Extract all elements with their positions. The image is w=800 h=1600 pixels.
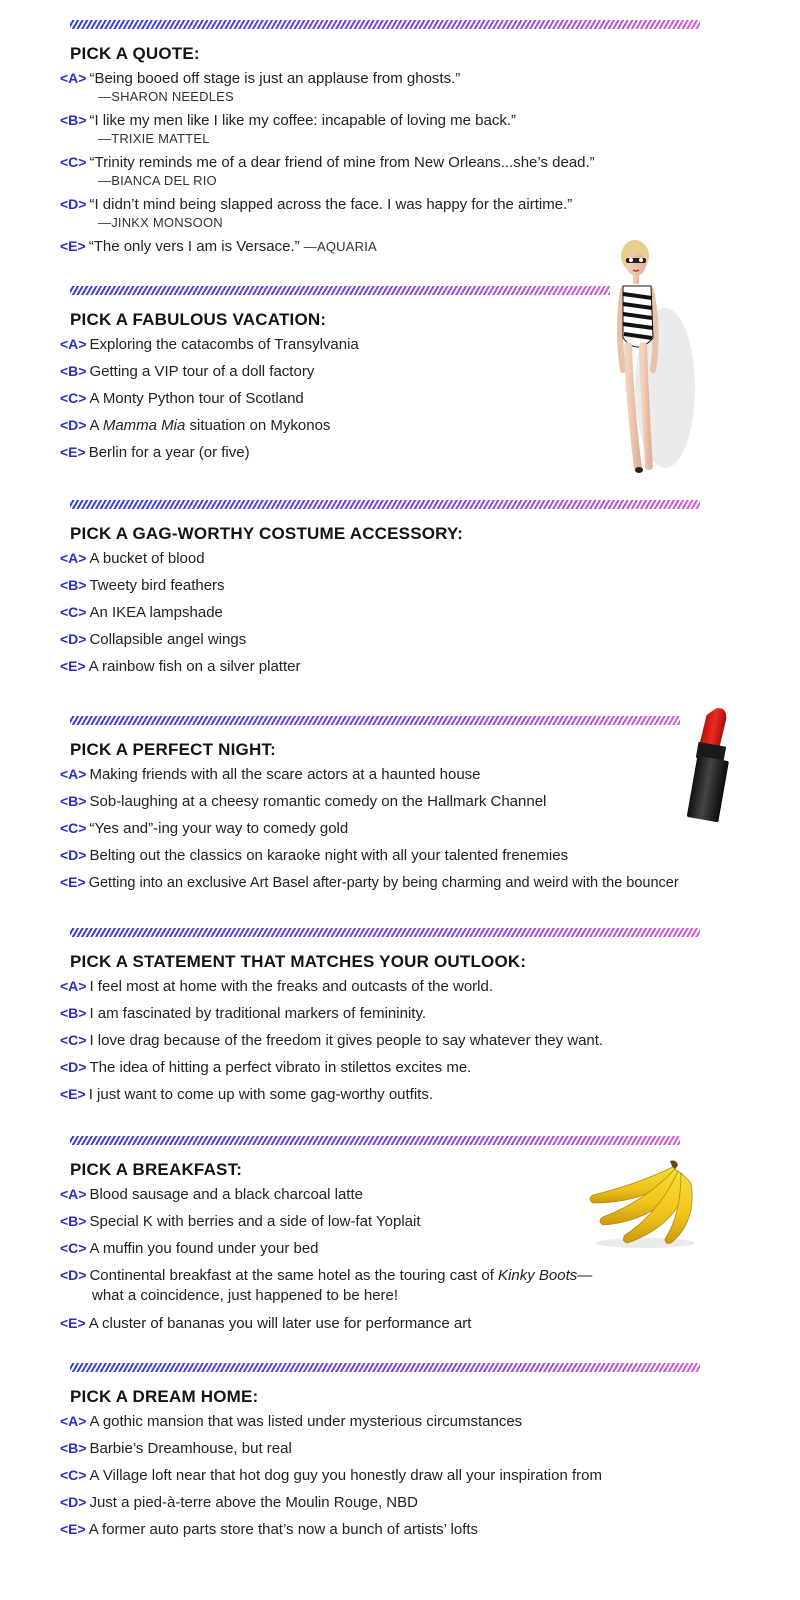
option-letter: <E> <box>60 1086 86 1102</box>
option-text: I love drag because of the freedom it gives people to say whatever they want. <box>89 1032 604 1049</box>
quote-attribution: —TRIXIE MATTEL <box>98 131 210 146</box>
section-divider <box>70 1136 680 1145</box>
option-c[interactable] <box>60 1031 603 1050</box>
option-letter: <B> <box>60 112 87 128</box>
option-text: A Monty Python tour of Scotland <box>89 390 304 407</box>
option-d[interactable] <box>60 846 568 865</box>
option-letter: <E> <box>60 1315 86 1331</box>
option-text: A rainbow fish on a silver platter <box>88 658 301 675</box>
option-letter: <E> <box>60 658 86 674</box>
option-text: A former auto parts store that’s now a bunch of artists’ lofts <box>88 1521 479 1538</box>
option-text: Getting a VIP tour of a doll factory <box>89 363 315 380</box>
option-letter: <A> <box>60 70 87 86</box>
option-text-post: situation on Mykonos <box>185 417 331 434</box>
option-text: A Village loft near that hot dog guy you honestly draw all your inspiration from <box>89 1467 602 1484</box>
option-c[interactable] <box>60 603 223 622</box>
quote-attribution: —JINKX MONSOON <box>98 215 223 230</box>
option-a[interactable] <box>60 1185 363 1204</box>
quote-attribution: —AQUARIA <box>303 239 377 254</box>
option-text: Just a pied-à-terre above the Moulin Rouge, NBD <box>89 1494 418 1511</box>
option-c[interactable] <box>60 819 348 838</box>
option-text: Special K with berries and a side of low-fat Yoplait <box>89 1213 421 1230</box>
option-a[interactable] <box>60 977 493 996</box>
option-letter: <C> <box>60 1240 87 1256</box>
option-letter: <B> <box>60 1213 87 1229</box>
option-d-continuation: what a coincidence, just happened to be here! <box>92 1287 399 1304</box>
option-text-pre: A <box>89 417 103 434</box>
section-divider <box>70 928 700 937</box>
option-text: An IKEA lampshade <box>89 604 223 621</box>
option-text: “I didn’t mind being slapped across the face. I was happy for the airtime.” <box>89 196 573 213</box>
option-letter: <C> <box>60 1032 87 1048</box>
option-text: “I like my men like I like my coffee: incapable of loving me back.” <box>89 112 517 129</box>
option-e[interactable] <box>60 237 377 256</box>
option-text: I am fascinated by traditional markers of femininity. <box>89 1005 426 1022</box>
option-text: Getting into an exclusive Art Basel after-party by being charming and weird with the bouncer <box>88 875 679 891</box>
option-text: “Being booed off stage is just an applause from ghosts.” <box>89 70 461 87</box>
option-a[interactable] <box>60 69 460 88</box>
option-text: A gothic mansion that was listed under mysterious circumstances <box>89 1413 523 1430</box>
option-text: “Trinity reminds me of a dear friend of mine from New Orleans...she’s dead.” <box>89 154 595 171</box>
option-b[interactable] <box>60 1439 292 1458</box>
section-divider <box>70 716 680 725</box>
option-e[interactable] <box>60 1085 433 1104</box>
option-text: I feel most at home with the freaks and outcasts of the world. <box>89 978 494 995</box>
option-b[interactable] <box>60 576 225 595</box>
option-letter: <E> <box>60 444 86 460</box>
option-text-pre: Continental breakfast at the same hotel as the touring cast of <box>89 1267 499 1284</box>
section-heading: PICK A PERFECT NIGHT: <box>70 740 277 759</box>
option-e[interactable] <box>60 1520 478 1539</box>
option-b[interactable] <box>60 1212 421 1231</box>
quote-attribution: —SHARON NEEDLES <box>98 89 234 104</box>
option-letter: <D> <box>60 1267 87 1283</box>
option-c[interactable] <box>60 153 595 172</box>
option-letter: <B> <box>60 1440 87 1456</box>
option-letter: <D> <box>60 417 87 433</box>
option-letter: <A> <box>60 336 87 352</box>
option-text: Sob-laughing at a cheesy romantic comedy on the Hallmark Channel <box>89 793 547 810</box>
section-divider <box>70 20 700 29</box>
option-a[interactable] <box>60 1412 522 1431</box>
option-e[interactable] <box>60 1314 471 1333</box>
option-b[interactable] <box>60 792 546 811</box>
option-letter: <B> <box>60 577 87 593</box>
option-a[interactable] <box>60 765 481 784</box>
option-d[interactable] <box>60 195 572 214</box>
option-letter: <C> <box>60 154 87 170</box>
option-text: A muffin you found under your bed <box>89 1240 319 1257</box>
option-letter: <A> <box>60 1413 87 1429</box>
option-text-italic: Mamma Mia <box>102 417 186 434</box>
option-text: Exploring the catacombs of Transylvania <box>89 336 359 353</box>
option-d[interactable] <box>60 630 246 649</box>
section-divider <box>70 1363 700 1372</box>
option-letter: <C> <box>60 604 87 620</box>
option-letter: <A> <box>60 1186 87 1202</box>
section-divider <box>70 500 700 509</box>
option-letter: <D> <box>60 1494 87 1510</box>
quote-attribution: —BIANCA DEL RIO <box>98 173 217 188</box>
option-letter: <D> <box>60 631 87 647</box>
option-text: “The only vers I am is Versace.” <box>88 238 300 255</box>
option-letter: <C> <box>60 1467 87 1483</box>
option-letter: <D> <box>60 847 87 863</box>
option-text: Tweety bird feathers <box>89 577 225 594</box>
option-d[interactable] <box>60 416 330 435</box>
option-text: Berlin for a year (or five) <box>88 444 250 461</box>
option-letter: <B> <box>60 1005 87 1021</box>
option-c[interactable] <box>60 1466 602 1485</box>
banana-bunch-icon <box>585 1155 700 1250</box>
option-a[interactable] <box>60 335 359 354</box>
option-b[interactable] <box>60 1004 426 1023</box>
option-d[interactable] <box>60 1493 418 1512</box>
option-text: I just want to come up with some gag-worthy outfits. <box>88 1086 434 1103</box>
option-e[interactable] <box>60 657 300 676</box>
option-b[interactable] <box>60 362 314 381</box>
option-d[interactable] <box>60 1266 592 1285</box>
option-letter: <E> <box>60 238 86 254</box>
option-text: Belting out the classics on karaoke night with all your talented frenemies <box>89 847 569 864</box>
option-letter: <D> <box>60 196 87 212</box>
option-c[interactable] <box>60 1239 319 1258</box>
option-text: “Yes and”-ing your way to comedy gold <box>89 820 349 837</box>
section-heading: PICK A GAG-WORTHY COSTUME ACCESSORY: <box>70 524 464 543</box>
option-letter: <E> <box>60 874 86 890</box>
option-e[interactable] <box>60 873 679 893</box>
option-text: Barbie’s Dreamhouse, but real <box>89 1440 292 1457</box>
option-letter: <B> <box>60 363 87 379</box>
option-letter: <A> <box>60 978 87 994</box>
option-text: Blood sausage and a black charcoal latte <box>89 1186 363 1203</box>
section-heading: PICK A FABULOUS VACATION: <box>70 310 327 329</box>
section-heading: PICK A STATEMENT THAT MATCHES YOUR OUTLOOK: <box>70 952 527 971</box>
section-heading: PICK A DREAM HOME: <box>70 1387 259 1406</box>
option-e[interactable] <box>60 443 250 462</box>
option-letter: <E> <box>60 1521 86 1537</box>
option-letter: <D> <box>60 1059 87 1075</box>
option-d[interactable] <box>60 1058 471 1077</box>
option-c[interactable] <box>60 389 304 408</box>
barbie-doll-icon <box>595 238 705 478</box>
option-text-post: — <box>577 1267 593 1284</box>
option-text: A cluster of bananas you will later use for performance art <box>88 1315 472 1332</box>
section-heading: PICK A QUOTE: <box>70 44 200 63</box>
option-letter: <A> <box>60 766 87 782</box>
section-heading: PICK A BREAKFAST: <box>70 1160 243 1179</box>
option-a[interactable] <box>60 549 205 568</box>
option-text: A bucket of blood <box>89 550 205 567</box>
option-text-italic: Kinky Boots <box>498 1267 578 1284</box>
option-text: Collapsible angel wings <box>89 631 247 648</box>
option-letter: <B> <box>60 793 87 809</box>
option-letter: <C> <box>60 820 87 836</box>
option-letter: <A> <box>60 550 87 566</box>
option-text: The idea of hitting a perfect vibrato in stilettos excites me. <box>89 1059 472 1076</box>
lipstick-icon <box>680 702 740 832</box>
option-b[interactable] <box>60 111 516 130</box>
section-divider <box>70 286 610 295</box>
option-text: Making friends with all the scare actors at a haunted house <box>89 766 481 783</box>
option-letter: <C> <box>60 390 87 406</box>
